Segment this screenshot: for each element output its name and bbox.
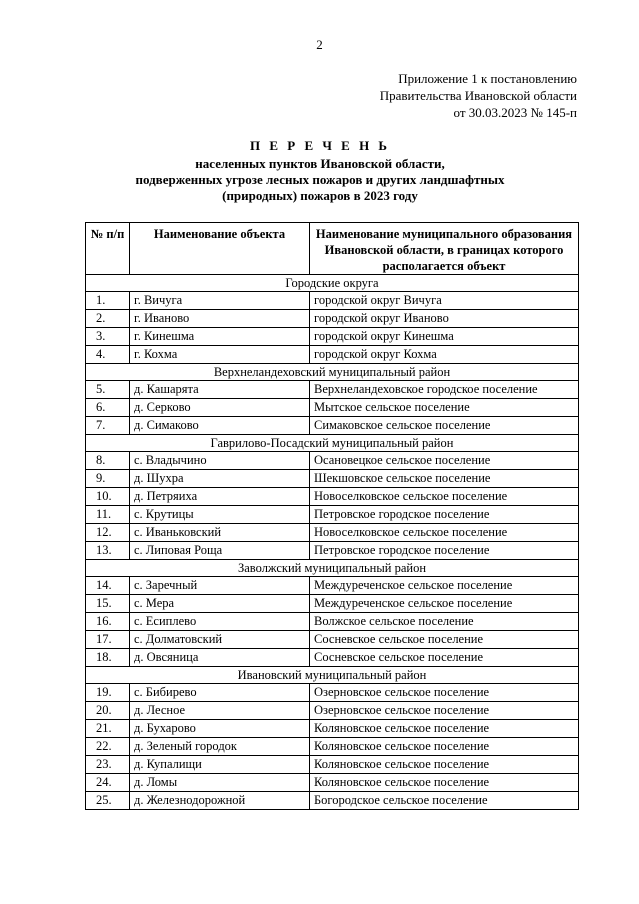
row-number: 16.: [86, 613, 130, 631]
table-row: [86, 292, 579, 310]
table-row: [86, 328, 579, 346]
table-header-row: [86, 223, 579, 275]
table-row: [86, 756, 579, 774]
object-name: д. Кашарята: [130, 381, 310, 399]
municipality-name: городской округ Кинешма: [310, 328, 579, 346]
row-number: 23.: [86, 756, 130, 774]
municipality-name: Новоселковское сельское поселение: [310, 524, 579, 542]
municipality-name: Симаковское сельское поселение: [310, 417, 579, 435]
row-number: 9.: [86, 470, 130, 488]
municipality-name: Сосневское сельское поселение: [310, 649, 579, 667]
table-row: [86, 738, 579, 756]
section-row: [86, 275, 579, 292]
section-row: [86, 667, 579, 684]
row-number: 2.: [86, 310, 130, 328]
row-number: 8.: [86, 452, 130, 470]
row-number: 4.: [86, 346, 130, 364]
municipality-name: Междуреченское сельское поселение: [310, 595, 579, 613]
table-row: [86, 792, 579, 810]
municipality-name: Сосневское сельское поселение: [310, 631, 579, 649]
appendix-line: Правительства Ивановской области: [379, 88, 577, 103]
municipality-name: Осановецкое сельское поселение: [310, 452, 579, 470]
municipality-name: городской округ Вичуга: [310, 292, 579, 310]
municipality-name: Новоселковское сельское поселение: [310, 488, 579, 506]
table-row: [86, 417, 579, 435]
table-row: [86, 631, 579, 649]
municipality-name: Коляновское сельское поселение: [310, 774, 579, 792]
header-municipality: Наименование муниципального образования Ивановской области, в границах которого располагается объект: [310, 223, 579, 275]
row-number: 3.: [86, 328, 130, 346]
object-name: д. Шухра: [130, 470, 310, 488]
object-name: г. Кинешма: [130, 328, 310, 346]
section-title: Ивановский муниципальный район: [86, 667, 579, 684]
row-number: 1.: [86, 292, 130, 310]
section-row: [86, 364, 579, 381]
row-number: 20.: [86, 702, 130, 720]
object-name: д. Купалищи: [130, 756, 310, 774]
table-row: [86, 346, 579, 364]
row-number: 13.: [86, 542, 130, 560]
row-number: 7.: [86, 417, 130, 435]
table-row: [86, 542, 579, 560]
municipality-name: Волжское сельское поселение: [310, 613, 579, 631]
municipality-name: Коляновское сельское поселение: [310, 756, 579, 774]
object-name: д. Зеленый городок: [130, 738, 310, 756]
section-title: Верхнеландеховский муниципальный район: [86, 364, 579, 381]
object-name: д. Лесное: [130, 702, 310, 720]
row-number: 25.: [86, 792, 130, 810]
object-name: д. Овсяница: [130, 649, 310, 667]
settlements-table: [85, 222, 579, 810]
municipality-name: Петровское городское поселение: [310, 506, 579, 524]
municipality-name: Озерновское сельское поселение: [310, 684, 579, 702]
table-row: [86, 649, 579, 667]
row-number: 15.: [86, 595, 130, 613]
section-title: Гаврилово-Посадский муниципальный район: [86, 435, 579, 452]
appendix-note: [380, 70, 577, 121]
object-name: д. Петряиха: [130, 488, 310, 506]
object-name: с. Мера: [130, 595, 310, 613]
municipality-name: Шекшовское сельское поселение: [310, 470, 579, 488]
title-line: подверженных угрозе лесных пожаров и других ландшафтных: [135, 172, 505, 187]
table-row: [86, 577, 579, 595]
row-number: 17.: [86, 631, 130, 649]
row-number: 5.: [86, 381, 130, 399]
object-name: г. Вичуга: [130, 292, 310, 310]
title-heading: П Е Р Е Ч Е Н Ь: [249, 138, 391, 153]
table-row: [86, 702, 579, 720]
object-name: с. Заречный: [130, 577, 310, 595]
appendix-line: от 30.03.2023 № 145-п: [453, 105, 577, 120]
appendix-line: Приложение 1 к постановлению: [398, 71, 577, 86]
table-body: [86, 275, 579, 810]
object-name: г. Кохма: [130, 346, 310, 364]
row-number: 21.: [86, 720, 130, 738]
object-name: с. Владычино: [130, 452, 310, 470]
municipality-name: Богородское сельское поселение: [310, 792, 579, 810]
document-title: [60, 138, 580, 204]
table-row: [86, 399, 579, 417]
page-number: 2: [316, 37, 323, 52]
row-number: 24.: [86, 774, 130, 792]
municipality-name: Озерновское сельское поселение: [310, 702, 579, 720]
table-row: [86, 506, 579, 524]
section-title: Городские округа: [86, 275, 579, 292]
table-row: [86, 613, 579, 631]
section-row: [86, 560, 579, 577]
object-name: д. Ломы: [130, 774, 310, 792]
row-number: 22.: [86, 738, 130, 756]
table-row: [86, 452, 579, 470]
object-name: с. Есиплево: [130, 613, 310, 631]
header-object-name: Наименование объекта: [130, 223, 310, 275]
table-row: [86, 488, 579, 506]
table-row: [86, 381, 579, 399]
section-title: Заволжский муниципальный район: [86, 560, 579, 577]
table-row: [86, 310, 579, 328]
row-number: 11.: [86, 506, 130, 524]
object-name: с. Липовая Роща: [130, 542, 310, 560]
table-row: [86, 720, 579, 738]
table-row: [86, 595, 579, 613]
table-row: [86, 684, 579, 702]
object-name: д. Симаково: [130, 417, 310, 435]
row-number: 12.: [86, 524, 130, 542]
table-row: [86, 774, 579, 792]
title-line: населенных пунктов Ивановской области,: [195, 156, 445, 171]
object-name: с. Бибирево: [130, 684, 310, 702]
row-number: 19.: [86, 684, 130, 702]
municipality-name: городской округ Иваново: [310, 310, 579, 328]
municipality-name: Коляновское сельское поселение: [310, 738, 579, 756]
table-row: [86, 470, 579, 488]
object-name: г. Иваново: [130, 310, 310, 328]
title-line: (природных) пожаров в 2023 году: [222, 188, 418, 203]
row-number: 18.: [86, 649, 130, 667]
municipality-name: Коляновское сельское поселение: [310, 720, 579, 738]
section-row: [86, 435, 579, 452]
object-name: д. Серково: [130, 399, 310, 417]
municipality-name: Мытское сельское поселение: [310, 399, 579, 417]
municipality-name: городской округ Кохма: [310, 346, 579, 364]
object-name: с. Иваньковский: [130, 524, 310, 542]
municipality-name: Верхнеландеховское городское поселение: [310, 381, 579, 399]
object-name: д. Железнодорожной: [130, 792, 310, 810]
municipality-name: Петровское городское поселение: [310, 542, 579, 560]
row-number: 14.: [86, 577, 130, 595]
row-number: 10.: [86, 488, 130, 506]
object-name: с. Долматовский: [130, 631, 310, 649]
object-name: д. Бухарово: [130, 720, 310, 738]
object-name: с. Крутицы: [130, 506, 310, 524]
table-row: [86, 524, 579, 542]
municipality-name: Междуреченское сельское поселение: [310, 577, 579, 595]
row-number: 6.: [86, 399, 130, 417]
header-num: № п/п: [86, 223, 130, 275]
